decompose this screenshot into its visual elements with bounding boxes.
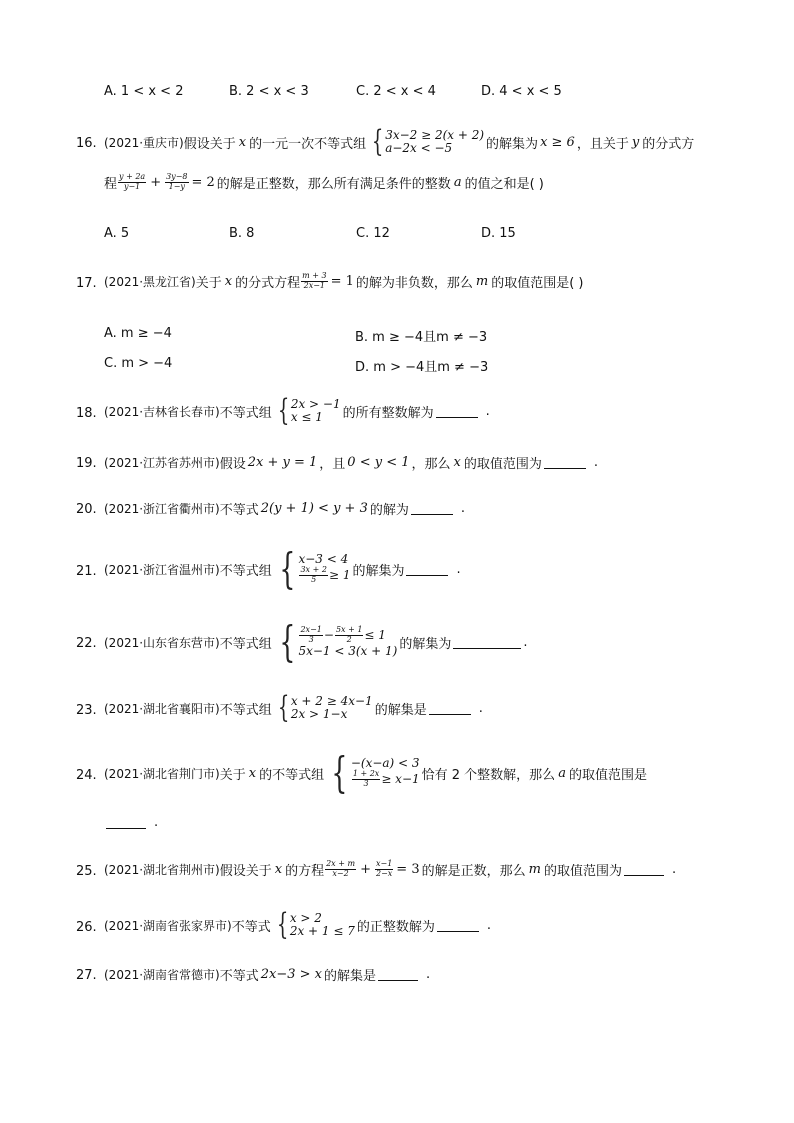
option-b: B. 8	[229, 226, 255, 241]
denominator: y−1	[123, 181, 141, 191]
question-text: 的解为非负数，那么	[355, 275, 473, 291]
left-brace: {	[331, 748, 348, 797]
option-a: A. 5	[104, 226, 130, 241]
question-text: 的解是正整数，那么所有满足条件的整数	[216, 176, 451, 192]
question-text: 的方程	[285, 863, 325, 879]
fraction	[375, 860, 393, 879]
question-number: 19.	[76, 456, 97, 471]
question-number: 20.	[76, 502, 97, 517]
math-var: x	[248, 765, 257, 781]
fraction	[299, 626, 322, 645]
math-var: a	[558, 765, 566, 781]
period: .	[671, 861, 677, 877]
numerator: 2x−1	[300, 625, 322, 635]
option-c: C. 12	[356, 226, 390, 241]
question-source: (2021·重庆市)	[104, 135, 184, 150]
math-expr: 2(y + 1) < y + 3	[260, 500, 368, 516]
answer-blank[interactable]	[106, 816, 146, 829]
answer-blank[interactable]	[453, 636, 521, 649]
equals: = 1	[330, 273, 354, 289]
math-expr: 2x + y = 1	[247, 454, 318, 470]
math-var: x	[274, 861, 283, 877]
option-b: B. 2 < x < 3	[229, 84, 309, 99]
system-row: x + 2 ≥ 4x−1	[290, 694, 373, 709]
system-row: x ≤ 1	[290, 410, 323, 424]
question-source: (2021·吉林省长春市)	[104, 404, 220, 419]
left-brace: {	[279, 544, 296, 593]
fraction	[352, 770, 380, 789]
left-brace: {	[279, 617, 296, 666]
question-source: (2021·黑龙江省)	[104, 274, 196, 289]
equals: = 2	[191, 174, 215, 190]
numerator: 3x + 2	[300, 565, 327, 574]
question-source: (2021·湖南省张家界市)	[104, 918, 232, 933]
question-text: 的解集是	[324, 968, 377, 984]
answer-blank[interactable]	[429, 702, 471, 715]
question-text: ，且	[319, 456, 346, 472]
left-brace: {	[277, 393, 290, 428]
row-tail: ≥ x−1	[381, 771, 420, 786]
option-d: D. m > −4且m ≠ −3	[355, 360, 489, 375]
inequality-system	[274, 544, 351, 593]
question-text: ，那么	[411, 456, 451, 472]
question-text: 不等式组	[219, 636, 272, 652]
question-text: 不等式	[219, 502, 259, 518]
inequality-system	[368, 124, 485, 159]
system-row: 2x + 1 ≤ 7	[289, 924, 355, 938]
question-number: 25.	[76, 864, 97, 879]
math-var: x	[453, 454, 461, 470]
question-source: (2021·湖北省荆门市)	[104, 766, 220, 781]
left-brace: {	[276, 907, 289, 942]
question-text: 的解集为	[486, 136, 539, 152]
numerator: 5x + 1	[335, 625, 363, 635]
question-number: 21.	[76, 564, 97, 579]
fraction	[325, 860, 356, 879]
question-text: 的解集为	[352, 563, 405, 579]
answer-blank[interactable]	[437, 919, 479, 932]
question-number: 26.	[76, 920, 97, 935]
period: .	[426, 966, 431, 982]
question-text: 的解集是	[374, 702, 427, 718]
answer-blank[interactable]	[378, 968, 418, 981]
question-text: 的不等式组	[259, 767, 325, 783]
math-var: a	[453, 174, 462, 190]
math-var: x	[238, 134, 247, 150]
math-expr: x ≥ 6	[540, 134, 575, 150]
question-text: 程	[104, 176, 118, 192]
system-row: −(x−a) < 3	[350, 756, 420, 771]
question-text: 不等式组	[219, 702, 272, 718]
answer-blank[interactable]	[624, 863, 664, 876]
denominator: 3	[363, 778, 369, 788]
row-tail: ≤ 1	[364, 628, 386, 643]
question-text: 的取值范围为	[543, 863, 622, 879]
question-text: 的值之和是( )	[464, 176, 544, 192]
question-number: 27.	[76, 968, 97, 983]
option-d: D. 4 < x < 5	[481, 84, 562, 99]
question-text: 不等式组	[219, 405, 272, 421]
numerator: 1 + 2x	[352, 769, 380, 778]
answer-blank[interactable]	[406, 563, 448, 576]
system-row: a−2x < −5	[385, 141, 453, 155]
fraction	[301, 272, 327, 291]
option-c: C. 2 < x < 4	[356, 84, 436, 99]
question-number: 22.	[76, 636, 97, 651]
question-text: 不等式	[231, 919, 271, 935]
equals: = 3	[396, 861, 420, 877]
option-d: D. 15	[481, 226, 516, 241]
question-text: 的一元一次不等式组	[249, 136, 367, 152]
numerator: x−1	[375, 858, 393, 868]
answer-blank[interactable]	[411, 502, 453, 515]
math-var: m	[475, 273, 489, 289]
question-number: 16.	[76, 136, 97, 151]
system-row: 3x−2 ≥ 2(x + 2)	[385, 128, 485, 143]
denominator: 2	[346, 635, 352, 645]
question-source: (2021·浙江省衢州市)	[104, 501, 220, 516]
period: .	[485, 403, 490, 419]
question-text: ，且关于	[576, 136, 629, 152]
system-row	[298, 626, 397, 645]
system-row: 2x > 1−x	[290, 707, 348, 721]
period: .	[486, 917, 492, 933]
numerator: m + 3	[302, 270, 327, 280]
numerator: 2x + m	[326, 858, 356, 868]
question-text: 假设	[219, 456, 246, 472]
question-text: 不等式组	[219, 563, 272, 579]
plus-sign: +	[150, 174, 162, 190]
question-text: 的取值范围是( )	[491, 275, 584, 291]
question-text: 的正整数解为	[356, 919, 435, 935]
question-number: 24.	[76, 768, 97, 783]
system-row: 2x > −1	[290, 397, 341, 412]
period: .	[460, 500, 466, 516]
answer-blank[interactable]	[436, 405, 478, 418]
denominator: 1−y	[168, 181, 185, 191]
inequality-system	[326, 748, 420, 797]
question-text: 关于	[195, 275, 222, 291]
inequality-system	[274, 690, 373, 725]
question-source: (2021·江苏省苏州市)	[104, 455, 220, 470]
question-text: 的取值范围为	[463, 456, 542, 472]
question-source: (2021·山东省东营市)	[104, 635, 220, 650]
plus-sign: +	[360, 861, 371, 877]
system-row: x−3 < 4	[298, 552, 349, 567]
fraction	[299, 566, 327, 585]
question-text: 的解集为	[399, 636, 452, 652]
math-var: m	[528, 861, 541, 877]
inequality-system	[274, 617, 398, 666]
question-number: 18.	[76, 406, 97, 421]
question-number: 17.	[76, 276, 97, 291]
question-source: (2021·湖南省常德市)	[104, 967, 220, 982]
question-text: 恰有 2 个整数解，那么	[421, 767, 556, 783]
question-text: 的解为	[369, 502, 409, 518]
question-text: 的所有整数解为	[342, 405, 434, 421]
question-source: (2021·浙江省温州市)	[104, 562, 220, 577]
question-text: 的分式方程	[235, 275, 301, 291]
period: .	[456, 561, 461, 577]
row-tail: ≥ 1	[328, 567, 351, 582]
math-var: y	[631, 134, 640, 150]
question-text: 不等式	[219, 968, 259, 984]
minus-sign: −	[323, 628, 334, 643]
option-a: A. m ≥ −4	[104, 326, 172, 341]
left-brace: {	[277, 690, 290, 725]
numerator: y + 2a	[119, 171, 146, 181]
math-expr: 2x−3 > x	[260, 966, 322, 982]
inequality-system	[274, 393, 341, 428]
period: .	[593, 454, 599, 470]
system-row	[298, 566, 350, 585]
system-row	[351, 770, 420, 789]
denominator: 2−x	[375, 868, 393, 878]
numerator: 3y−8	[166, 171, 188, 181]
inequality-system	[273, 907, 355, 942]
question-text: 的取值范围是	[568, 767, 647, 783]
question-text: 关于	[219, 767, 246, 783]
period: .	[478, 700, 483, 716]
question-text: 假设关于	[219, 863, 272, 879]
denominator: 3	[308, 635, 314, 645]
denominator: 5	[311, 574, 317, 584]
question-number: 23.	[76, 703, 97, 718]
question-source: (2021·湖北省荆州市)	[104, 862, 220, 877]
question-text: 的解是正数，那么	[421, 863, 526, 879]
fraction	[118, 173, 146, 192]
option-b: B. m ≥ −4且m ≠ −3	[355, 330, 488, 345]
option-c: C. m > −4	[104, 356, 173, 371]
question-source: (2021·湖北省襄阳市)	[104, 701, 220, 716]
system-row: 5x−1 < 3(x + 1)	[298, 644, 398, 658]
option-a: A. 1 < x < 2	[104, 84, 184, 99]
denominator: 2x−1	[303, 280, 326, 290]
period: .	[523, 634, 528, 650]
left-brace: {	[371, 124, 384, 159]
fraction	[335, 626, 363, 645]
question-text: 的分式方	[642, 136, 695, 152]
fraction	[165, 173, 188, 192]
answer-blank[interactable]	[544, 456, 586, 469]
denominator: x−2	[332, 868, 349, 878]
math-var: x	[224, 273, 233, 289]
math-expr: 0 < y < 1	[347, 454, 410, 470]
period: .	[154, 814, 159, 830]
system-row: x > 2	[289, 911, 322, 926]
question-text: 假设关于	[183, 136, 236, 152]
